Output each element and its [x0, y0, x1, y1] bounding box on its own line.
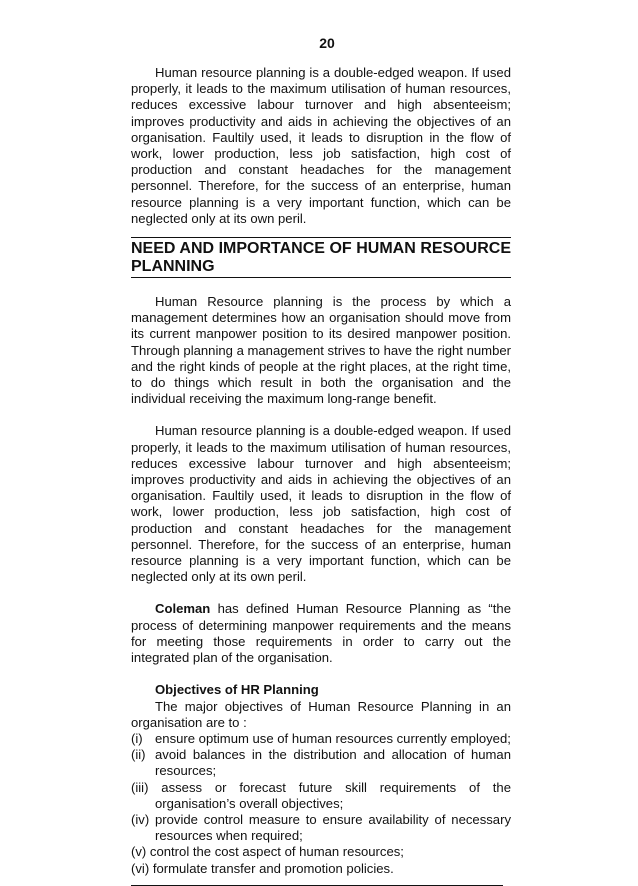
- list-item: [131, 861, 511, 877]
- list-item: [131, 812, 511, 844]
- objectives-intro: The major objectives of Human Resource Planning in an organisation are to :: [131, 698, 511, 730]
- page-number: 20: [319, 35, 335, 51]
- list-item-text: control the cost aspect of human resources;: [149, 844, 404, 860]
- list-item-text: ensure optimum use of human resources currently employed;: [155, 730, 511, 746]
- list-marker: (iv): [131, 811, 150, 827]
- section-heading-block: [131, 237, 511, 278]
- section-heading: NEED AND IMPORTANCE OF HUMAN RESOURCE PLANNING: [131, 240, 511, 276]
- objectives-list: [131, 731, 511, 877]
- list-marker: (ii): [131, 747, 146, 763]
- list-marker: (iii): [131, 779, 149, 795]
- intro-paragraph: Human resource planning is a double-edged weapon. If used properly, it leads to the maximum utilisation of human resources, reduces excessive labour turnover and high absenteeism; improves productivity and aids in achieving the objectives of an organisation. Faultily used, it leads to disruption in the flow of work, lower production, less job satisfaction, high cost of production and constant headaches for the management personnel. Therefore, for the success of an enterprise, human resource planning is a very important function, which can be neglected only at its own peril.: [131, 65, 511, 226]
- definition-paragraph: Human Resource planning is the process by which a management determines how an organisation should move from its current manpower position to its desired manpower position. Through planning a management strives to have the right number and the right kinds of people at the right places, at the right time, to do things which result in both the organisation and the individual receiving the maximum long-range benefit.: [131, 294, 511, 407]
- list-item: [131, 844, 511, 860]
- list-item-text: avoid balances in the distribution and allocation of human resources;: [155, 747, 511, 779]
- list-item: [131, 747, 511, 779]
- list-item-text: formulate transfer and promotion policies.: [152, 860, 394, 876]
- document-page: [131, 34, 511, 886]
- coleman-name: Coleman: [155, 601, 211, 617]
- paragraph-gap: [131, 585, 511, 601]
- objectives-title: Objectives of HR Planning: [155, 682, 319, 698]
- list-marker: (vi): [131, 860, 150, 876]
- paragraph-gap: [131, 407, 511, 423]
- list-item-text: provide control measure to ensure availability of necessary resources when required;: [155, 811, 511, 844]
- list-marker: (v): [131, 844, 147, 860]
- paragraph-gap: [131, 666, 511, 682]
- double-edged-paragraph: Human resource planning is a double-edged weapon. If used properly, it leads to the maximum utilisation of human resources, reduces excessive labour turnover and high absenteeism; improves productivity and aids in achieving the objectives of an organisation. Faultily used, it leads to disruption in the flow of work, lower production, less job satisfaction, high cost of production and constant headaches for the management personnel. Therefore, for the success of an enterprise, human resource planning is a very important function, which can be neglected only at its own peril.: [131, 423, 511, 585]
- coleman-paragraph: [131, 601, 511, 666]
- list-item: [131, 780, 511, 812]
- list-item-text: assess or forecast future skill requirements of the organisation’s overall objectives;: [155, 779, 511, 811]
- heading-bottom-rule: [131, 277, 511, 278]
- list-marker: (i): [131, 730, 143, 746]
- coleman-definition: has defined Human Resource Planning as “the process of determining manpower requirements and the means for meeting those requirements in order to carry out the integrated plan of the organisation.: [131, 601, 511, 666]
- list-item: [131, 731, 511, 747]
